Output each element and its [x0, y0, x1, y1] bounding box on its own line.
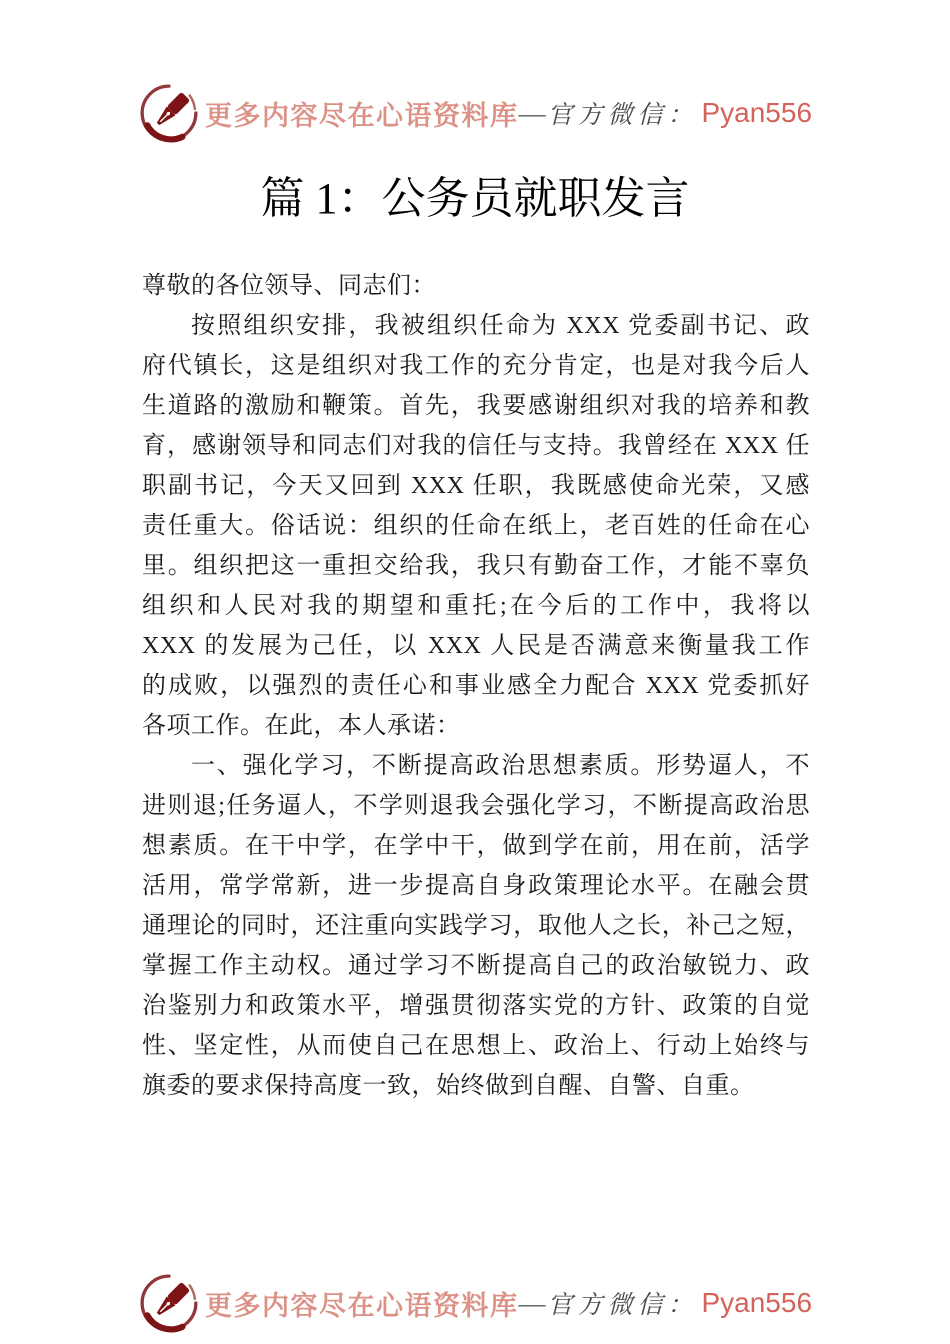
dash-separator: — — [518, 1287, 546, 1318]
body-line: 育，感谢领导和同志们对我的信任与支持。我曾经在 XXX 任 — [142, 433, 810, 459]
body-line: 掌握工作主动权。通过学习不断提高自己的政治敏锐力、政 — [142, 953, 810, 979]
body-line: 治鉴别力和政策水平，增强贯彻落实党的方针、政策的自觉 — [142, 993, 810, 1019]
header-watermark — [0, 82, 950, 144]
body-line: 生道路的激励和鞭策。首先，我要感谢组织对我的培养和教 — [142, 393, 810, 419]
body-line: 一、强化学习，不断提高政治思想素质。形势逼人，不 — [191, 753, 810, 779]
dash-separator: — — [518, 97, 546, 128]
body-line: 按照组织安排，我被组织任命为 XXX 党委副书记、政 — [191, 313, 810, 339]
body-line: 职副书记，今天又回到 XXX 任职，我既感使命光荣，又感 — [142, 473, 810, 499]
wechat-id: Pyan556 — [701, 1287, 813, 1318]
body-line: 性、坚定性，从而使自己在思想上、政治上、行动上始终与 — [142, 1033, 810, 1059]
body-line: 的成败，以强烈的责任心和事业感全力配合 XXX 党委抓好 — [142, 673, 810, 699]
body-line: 进则退;任务逼人，不学则退我会强化学习，不断提高政治思 — [142, 793, 810, 819]
body-line: 想素质。在干中学，在学中干，做到学在前，用在前，活学 — [142, 833, 810, 859]
wechat-label: 官方微信： — [547, 102, 698, 129]
body-line: 各项工作。在此，本人承诺： — [142, 713, 461, 739]
body-line: 活用，常学常新，进一步提高自身政策理论水平。在融会贯 — [142, 873, 810, 899]
body-line: 府代镇长，这是组织对我工作的充分肯定，也是对我今后人 — [142, 353, 810, 379]
body-line: 通理论的同时，还注重向实践学习，取他人之长，补己之短， — [142, 913, 810, 939]
brand-text: 更多内容尽在心语资料库 — [204, 1290, 519, 1321]
body-line: 尊敬的各位领导、同志们： — [142, 273, 436, 299]
pen-nib-emblem-icon — [138, 1272, 200, 1334]
body-line: XXX 的发展为己任，以 XXX 人民是否满意来衡量我工作 — [142, 633, 810, 659]
wechat-id: Pyan556 — [701, 97, 813, 128]
brand-text: 更多内容尽在心语资料库 — [204, 100, 519, 131]
page-title: 篇 1：公务员就职发言 — [260, 174, 690, 223]
body-line: 旗委的要求保持高度一致，始终做到自醒、自警、自重。 — [142, 1073, 755, 1099]
document-body — [142, 266, 810, 1106]
pen-nib-emblem-icon — [138, 82, 200, 144]
body-line: 里。组织把这一重担交给我，我只有勤奋工作，才能不辜负 — [142, 553, 810, 579]
body-line: 组织和人民对我的期望和重托;在今后的工作中，我将以 — [142, 593, 810, 619]
wechat-label: 官方微信： — [547, 1292, 698, 1319]
footer-watermark — [0, 1272, 950, 1334]
body-line: 责任重大。俗话说：组织的任命在纸上，老百姓的任命在心 — [142, 513, 810, 539]
